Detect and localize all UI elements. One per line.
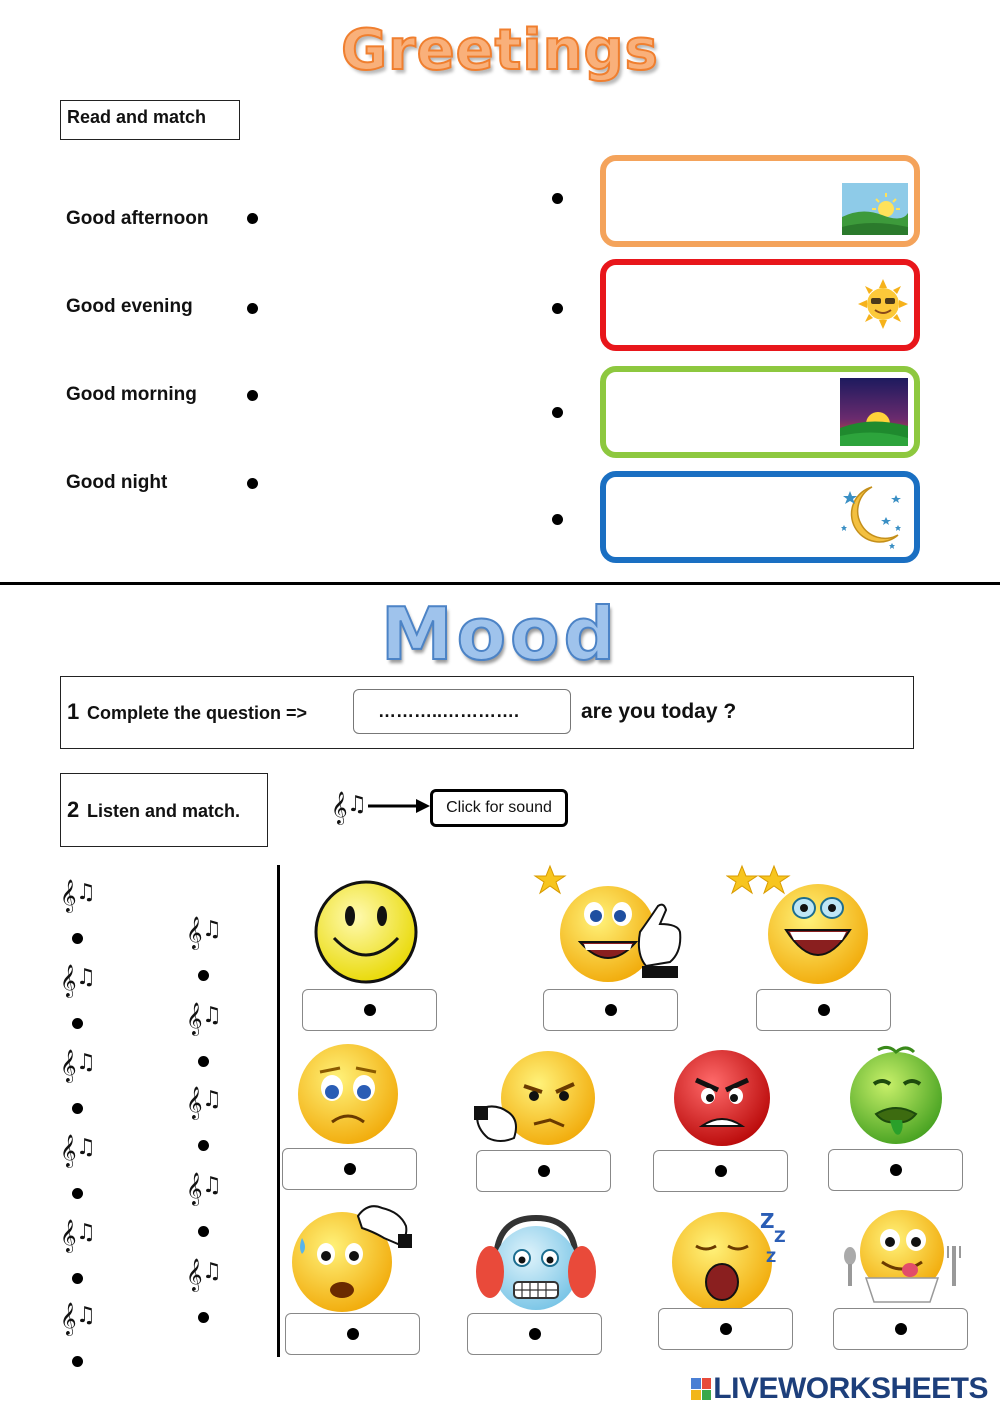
svg-text:♫: ♫ [76, 880, 96, 905]
svg-text:♫: ♫ [76, 965, 96, 990]
sick-green-face-icon [848, 1042, 946, 1148]
svg-text:𝄞: 𝄞 [331, 791, 348, 824]
music-note-icon[interactable] [60, 1215, 98, 1255]
music-note-icon[interactable] [60, 1045, 98, 1085]
worried-face-icon [288, 1198, 414, 1314]
answer-slot-8[interactable] [285, 1313, 420, 1355]
music-note-icon[interactable] [60, 1298, 98, 1338]
hungry-face-icon [836, 1206, 966, 1306]
angry-red-face-icon [670, 1048, 774, 1148]
svg-text:♫: ♫ [347, 792, 367, 817]
answer-box-green[interactable] [600, 366, 920, 458]
question-2-number: 2 [67, 797, 80, 822]
question-1-answer-input[interactable] [353, 689, 571, 734]
music-note-icon[interactable] [186, 1254, 224, 1294]
answer-slot-4[interactable] [282, 1148, 417, 1190]
question-1-number: 1 [67, 699, 80, 724]
section-divider [0, 582, 1000, 585]
left-match-dot-3[interactable] [247, 390, 258, 401]
music-note-icon[interactable] [186, 912, 224, 952]
sad-face-icon [296, 1042, 400, 1146]
smiley-face-icon [312, 880, 420, 984]
music-note-icon[interactable] [186, 1168, 224, 1208]
answer-box-orange[interactable] [600, 155, 920, 247]
question-1-blank: ………..…………. [378, 701, 520, 721]
liveworksheets-logo [691, 1372, 988, 1406]
answer-box-blue[interactable] [600, 471, 920, 563]
answer-slot-3[interactable] [756, 989, 891, 1031]
music-note-icon[interactable] [60, 1130, 98, 1170]
right-match-dot-2[interactable] [552, 303, 563, 314]
question-1-suffix: are you today ? [581, 700, 737, 723]
right-match-dot-1[interactable] [552, 193, 563, 204]
music-note-icon[interactable] [331, 787, 369, 827]
right-match-dot-3[interactable] [552, 407, 563, 418]
music-note-icon[interactable] [186, 1082, 224, 1122]
answer-box-red[interactable] [600, 259, 920, 351]
svg-text:𝄞: 𝄞 [60, 1134, 77, 1167]
answer-slot-9[interactable] [467, 1313, 602, 1355]
audio-col2-match-dot-4[interactable] [198, 1226, 209, 1237]
audio-col1-match-dot-2[interactable] [72, 1018, 83, 1029]
audio-col2-match-dot-3[interactable] [198, 1140, 209, 1151]
cold-face-icon [476, 1212, 596, 1318]
audio-col1-match-dot-4[interactable] [72, 1188, 83, 1199]
answer-slot-11[interactable] [833, 1308, 968, 1350]
thumbs-up-star-face-icon [532, 862, 692, 990]
svg-text:♫: ♫ [76, 1050, 96, 1075]
svg-text:𝄞: 𝄞 [186, 916, 203, 949]
svg-text:𝄞: 𝄞 [60, 1219, 77, 1252]
moon-and-stars-icon [836, 481, 908, 553]
sleepy-yawning-face-icon [668, 1206, 798, 1312]
svg-text:♫: ♫ [76, 1135, 96, 1160]
click-for-sound-button[interactable]: Click for sound [430, 789, 568, 827]
audio-col2-match-dot-2[interactable] [198, 1056, 209, 1067]
phrase-good-morning: Good morning [66, 384, 197, 405]
morning-sunrise-landscape-icon [842, 183, 908, 235]
phrase-good-night: Good night [66, 472, 168, 493]
laughing-two-stars-face-icon [726, 862, 876, 986]
mood-title: Mood [380, 592, 620, 676]
question-2-box [60, 773, 268, 847]
svg-text:𝄞: 𝄞 [186, 1086, 203, 1119]
svg-text:𝄞: 𝄞 [60, 879, 77, 912]
grumpy-face-icon [474, 1050, 600, 1150]
audio-col1-match-dot-1[interactable] [72, 933, 83, 944]
answer-slot-5[interactable] [476, 1150, 611, 1192]
svg-text:♫: ♫ [202, 1087, 222, 1112]
svg-text:𝄞: 𝄞 [60, 964, 77, 997]
question-2-text: Listen and match. [87, 801, 241, 821]
answer-slot-2[interactable] [543, 989, 678, 1031]
svg-text:♫: ♫ [202, 1173, 222, 1198]
answer-slot-10[interactable] [658, 1308, 793, 1350]
audio-col1-match-dot-3[interactable] [72, 1103, 83, 1114]
answer-slot-1[interactable] [302, 989, 437, 1031]
phrase-good-evening: Good evening [66, 296, 193, 317]
svg-text:♫: ♫ [76, 1220, 96, 1245]
svg-text:Z: Z [766, 1250, 777, 1266]
liveworksheets-logo-text: LIVEWORKSHEETS [713, 1372, 988, 1405]
column-divider [277, 865, 280, 1357]
audio-col2-match-dot-5[interactable] [198, 1312, 209, 1323]
read-and-match-label-box [60, 100, 240, 140]
left-match-dot-4[interactable] [247, 478, 258, 489]
left-match-dot-1[interactable] [247, 213, 258, 224]
svg-text:𝄞: 𝄞 [186, 1258, 203, 1291]
svg-text:𝄞: 𝄞 [60, 1049, 77, 1082]
audio-col1-match-dot-5[interactable] [72, 1273, 83, 1284]
left-match-dot-2[interactable] [247, 303, 258, 314]
svg-text:𝄞: 𝄞 [186, 1172, 203, 1205]
question-1-box [60, 676, 914, 749]
right-match-dot-4[interactable] [552, 514, 563, 525]
audio-col2-match-dot-1[interactable] [198, 970, 209, 981]
answer-slot-6[interactable] [653, 1150, 788, 1192]
svg-text:♫: ♫ [76, 1303, 96, 1328]
music-note-icon[interactable] [60, 875, 98, 915]
sunset-landscape-icon [840, 378, 908, 446]
music-note-icon[interactable] [186, 998, 224, 1038]
audio-col1-match-dot-6[interactable] [72, 1356, 83, 1367]
svg-text:𝄞: 𝄞 [60, 1302, 77, 1335]
liveworksheets-logo-icon [691, 1378, 711, 1400]
svg-text:♫: ♫ [202, 1259, 222, 1284]
svg-text:Z: Z [760, 1209, 775, 1233]
svg-text:♫: ♫ [202, 917, 222, 942]
sun-with-sunglasses-icon [858, 279, 908, 329]
music-note-icon[interactable] [60, 960, 98, 1000]
svg-text:Z: Z [774, 1227, 786, 1246]
instruction-label: Read and match [67, 107, 207, 127]
greetings-title: Greetings [341, 18, 659, 83]
svg-text:♫: ♫ [202, 1003, 222, 1028]
arrow-right-icon [368, 798, 430, 814]
svg-text:𝄞: 𝄞 [186, 1002, 203, 1035]
answer-slot-7[interactable] [828, 1149, 963, 1191]
question-1-text: Complete the question => [87, 703, 308, 723]
phrase-good-afternoon: Good afternoon [66, 208, 209, 229]
